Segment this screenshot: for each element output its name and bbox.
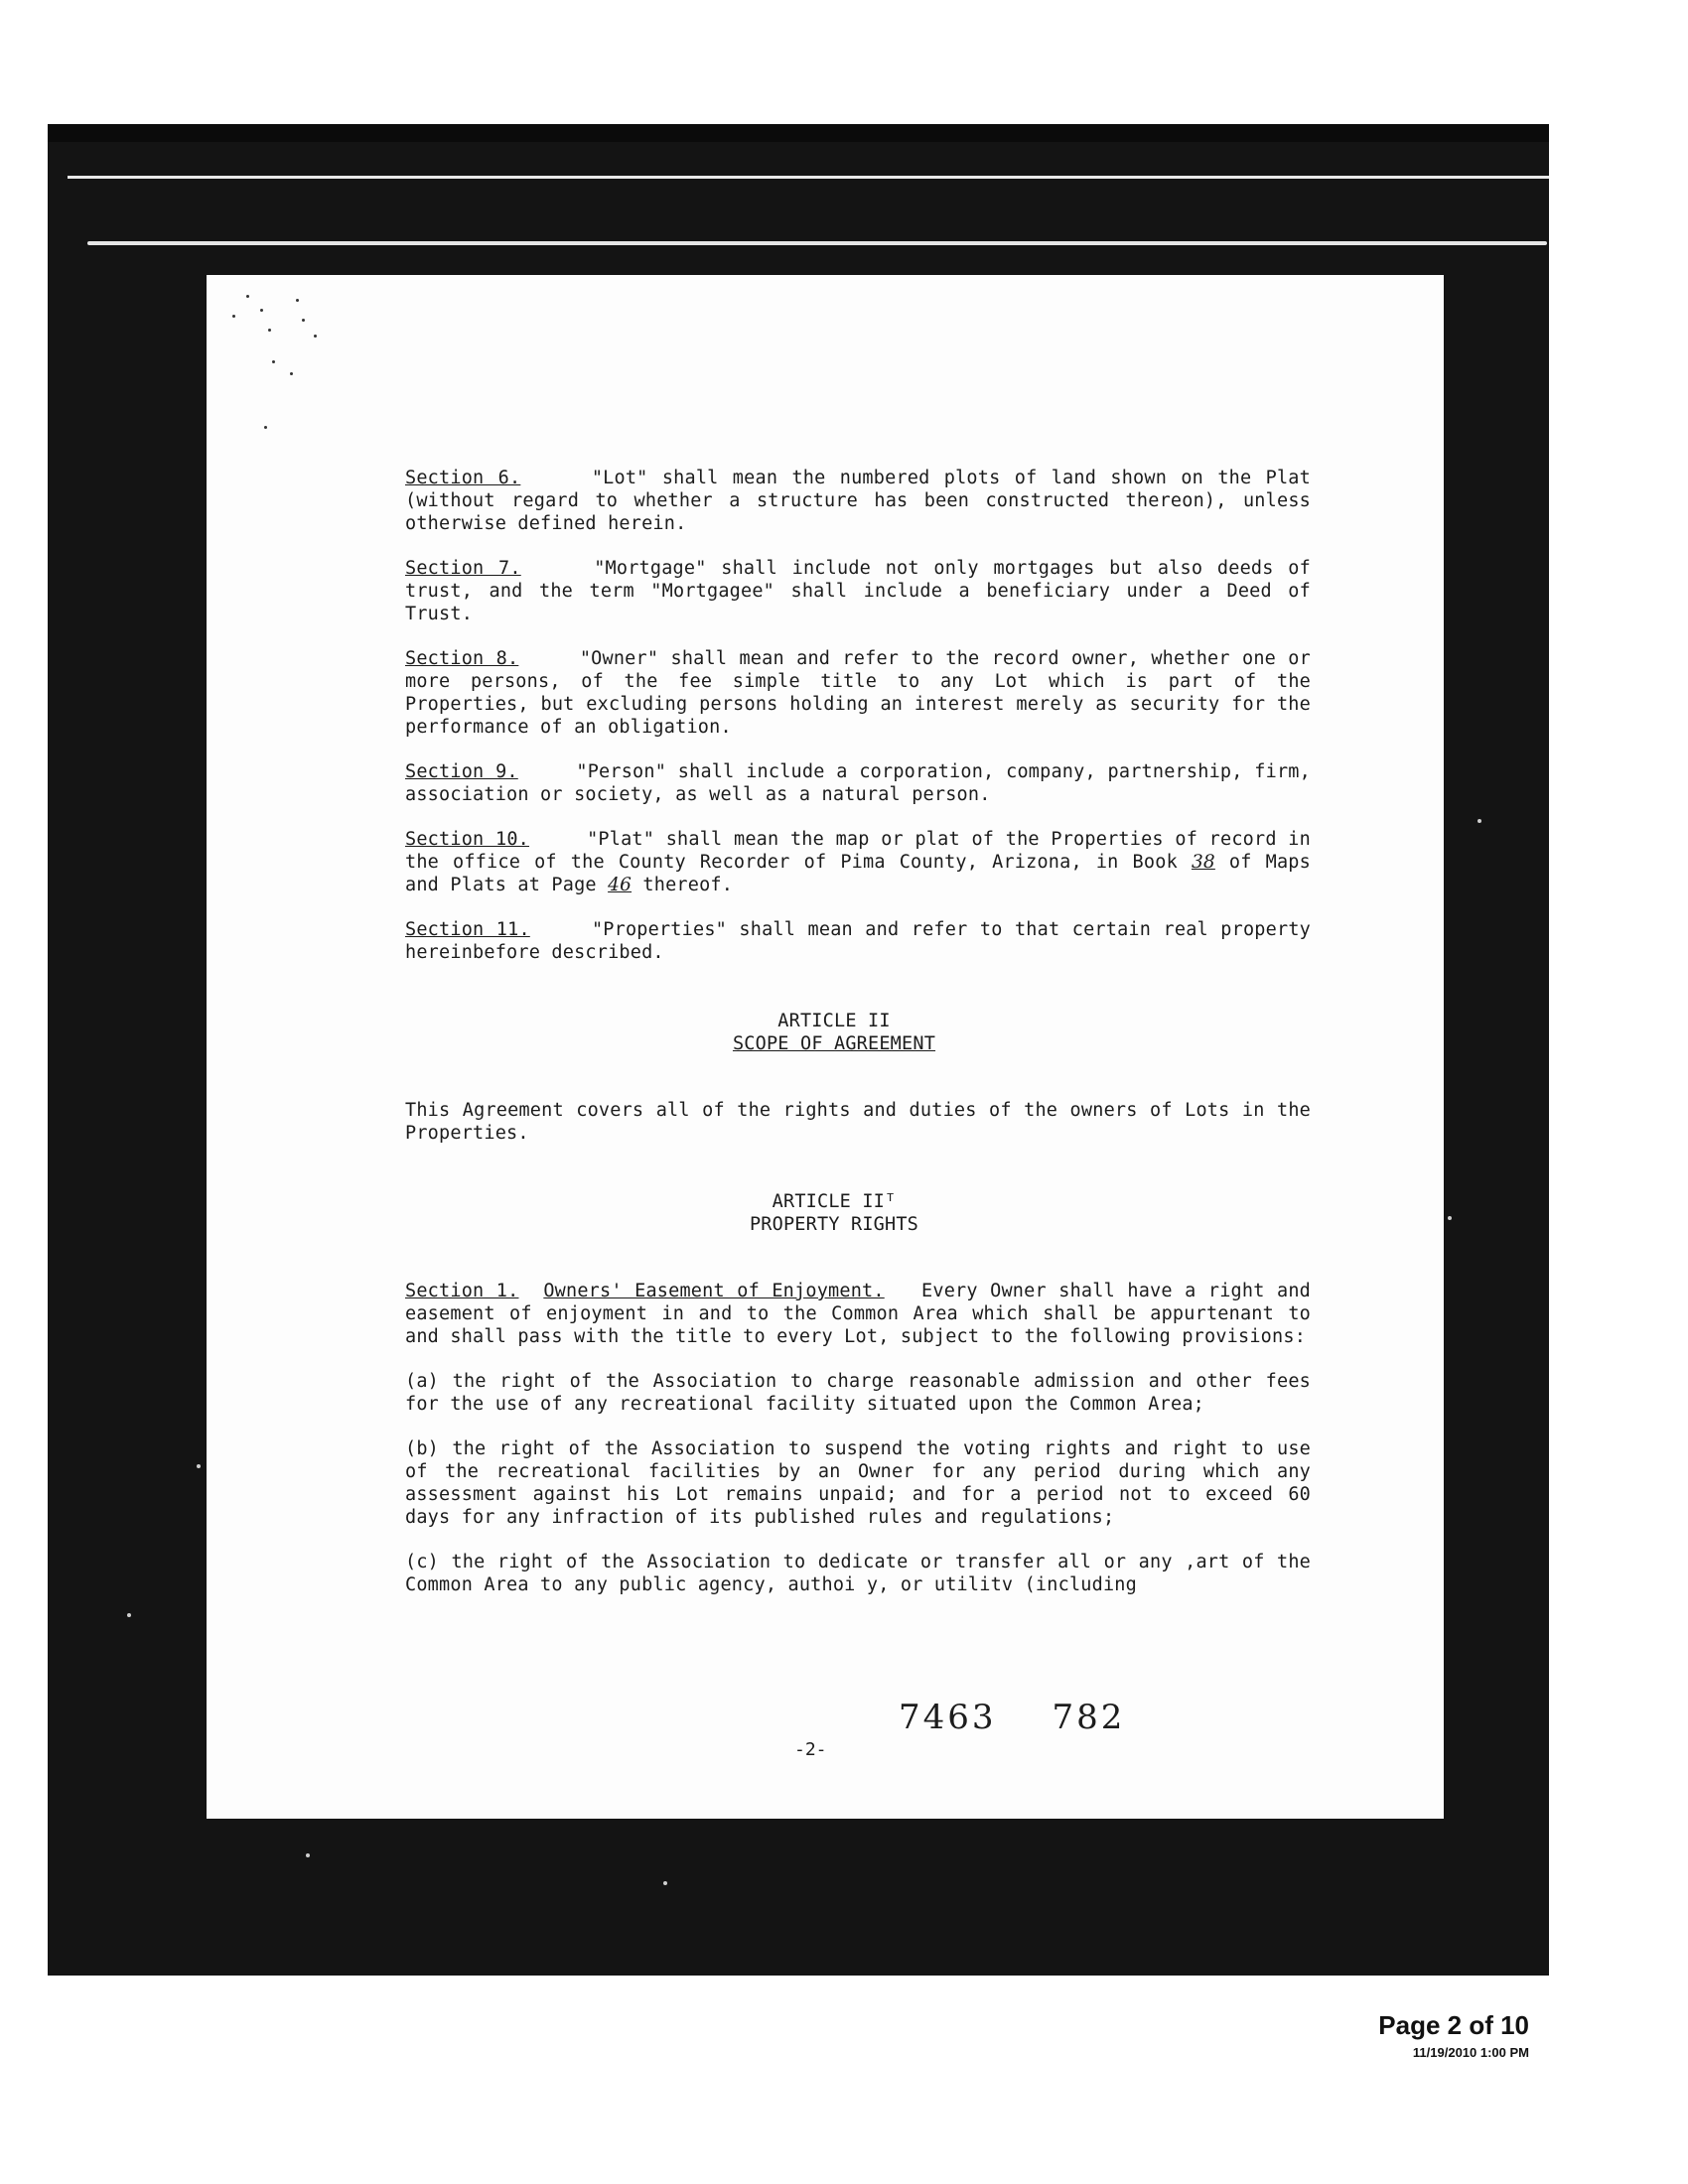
scan-dot: [246, 295, 249, 298]
article-number: ARTICLE IIᵀ: [772, 1191, 897, 1212]
footer-page-count: Page 2 of 10: [1378, 2010, 1529, 2040]
recording-stamp: [899, 1698, 1181, 1737]
article-2-heading: [357, 1010, 1311, 1055]
section-label: Section 11.: [405, 919, 530, 940]
scan-speck: [306, 1853, 310, 1857]
scan-speck: [1448, 1216, 1452, 1220]
scan-dot: [272, 360, 275, 363]
stamp-docket: 7463: [899, 1698, 997, 1737]
section-label: Section 7.: [405, 558, 521, 579]
handwritten-page-number: 46: [608, 875, 633, 895]
section-10: [357, 828, 1311, 896]
scan-dot: [290, 372, 293, 375]
scan-line: [68, 176, 1549, 179]
article-title: SCOPE OF AGREEMENT: [732, 1033, 936, 1054]
scan-speck: [1477, 819, 1481, 823]
footer-timestamp: 11/19/2010 1:00 PM: [1412, 2045, 1529, 2060]
scan-dot: [314, 335, 317, 338]
stamp-page: 782: [1052, 1698, 1126, 1737]
section-text: "Properties" shall mean and refer to that certain real property hereinbefore described.: [405, 919, 1311, 963]
section-label: Section 1.: [405, 1281, 519, 1301]
scan-speck: [663, 1881, 667, 1885]
article-number: ARTICLE II: [777, 1011, 891, 1031]
article-2-text: This Agreement covers all of the rights and duties of the owners of Lots in the Properties.: [405, 1100, 1311, 1144]
section-text: "Person" shall include a corporation, company, partnership, firm, association or society, as well as a natural person.: [405, 761, 1311, 805]
section-text: Every Owner shall have a right and easement of enjoyment in and to the Common Area which shall be appurtenant to and shall pass with the title to every Lot, subject to the following provisions:: [405, 1281, 1312, 1347]
document-body: [357, 467, 1311, 1618]
article-title: PROPERTY RIGHTS: [749, 1214, 919, 1235]
scan-edge: [48, 124, 1549, 142]
provision-a: (a) the right of the Association to charge reasonable admission and other fees for the use of any recreational facility situated upon the Common Area;: [405, 1371, 1311, 1415]
scan-dot: [260, 309, 263, 312]
handwritten-book-number: 38: [1191, 852, 1215, 873]
section-label: Section 10.: [405, 829, 529, 850]
section-6: [357, 467, 1311, 535]
scan-dot: [264, 426, 267, 429]
section-8: [357, 647, 1311, 739]
scan-line: [87, 241, 1547, 245]
section-7: [357, 557, 1311, 625]
scan-dot: [268, 329, 271, 332]
section-text: thereof.: [642, 875, 734, 895]
page-number: -2-: [794, 1739, 827, 1760]
section-9: [357, 760, 1311, 806]
section-text: "Plat" shall mean the map or plat of the Properties of record in the office of the County Recorder of Pima County, Arizona, in Book: [405, 829, 1311, 873]
scan-speck: [127, 1613, 131, 1617]
section-text: "Mortgage" shall include not only mortgages but also deeds of trust, and the term "Mortgagee" shall include a beneficiary under a Deed of Trust.: [405, 558, 1311, 624]
section-text: of Maps and Plats at Page: [405, 852, 1311, 895]
section-text: "Owner" shall mean and refer to the record owner, whether one or more persons, of the fee simple title to any Lot which is part of the Properties, but excluding persons holding an interest merely as security for the performance of an obligation.: [405, 648, 1311, 738]
provision-c: (c) the right of the Association to dedicate or transfer all or any ,art of the Common Area to any public agency, authoi y, or utilitv (including: [405, 1552, 1311, 1595]
scan-dot: [232, 315, 235, 318]
article-3-section-1: [357, 1280, 1311, 1348]
section-label: Section 6.: [405, 468, 521, 488]
section-text: "Lot" shall mean the numbered plots of land shown on the Plat (without regard to whether a structure has been constructed thereon), unless otherwise defined herein.: [405, 468, 1311, 534]
scan-dot: [302, 319, 305, 322]
section-title: Owners' Easement of Enjoyment.: [543, 1281, 885, 1301]
section-label: Section 9.: [405, 761, 518, 782]
section-11: [357, 918, 1311, 964]
article-3-heading: [357, 1190, 1311, 1236]
provision-b: (b) the right of the Association to suspend the voting rights and right to use of the recreational facilities by an Owner for any period during which any assessment against his Lot remains unpaid; and for a period not to exceed 60 days for any infraction of its published rules and regulations;: [405, 1438, 1311, 1528]
scan-speck: [197, 1464, 201, 1468]
section-label: Section 8.: [405, 648, 519, 669]
scan-dot: [296, 299, 299, 302]
